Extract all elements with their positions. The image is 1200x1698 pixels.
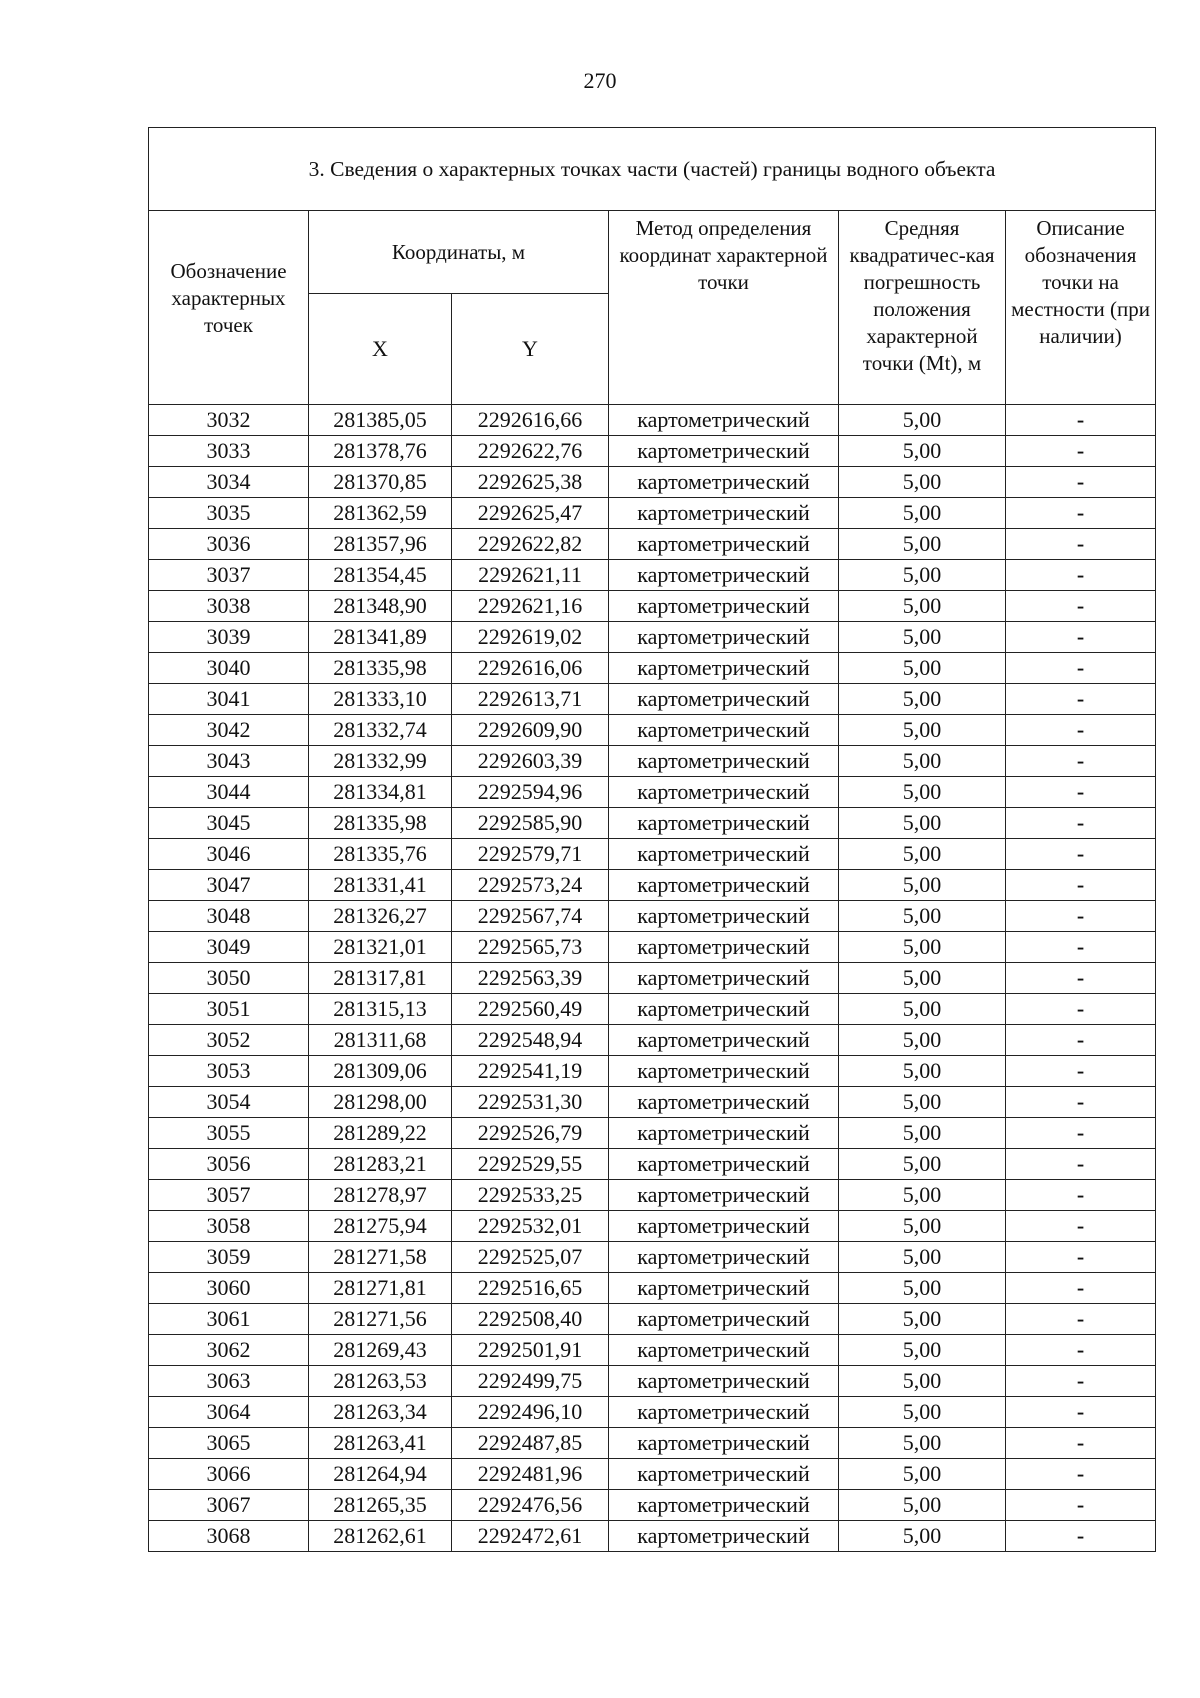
x-coordinate-cell: 281263,34 (309, 1397, 452, 1428)
x-coordinate-cell: 281271,81 (309, 1273, 452, 1304)
table-row (149, 1242, 1156, 1273)
error-value-cell: 5,00 (839, 1242, 1006, 1273)
error-value-cell: 5,00 (839, 870, 1006, 901)
error-value-cell: 5,00 (839, 591, 1006, 622)
error-value-cell: 5,00 (839, 1056, 1006, 1087)
method-cell: картометрический (609, 839, 839, 870)
x-coordinate-cell: 281317,81 (309, 963, 452, 994)
method-cell: картометрический (609, 436, 839, 467)
error-value-cell: 5,00 (839, 405, 1006, 436)
method-cell: картометрический (609, 467, 839, 498)
page-number: 270 (583, 68, 617, 93)
point-id-cell: 3061 (149, 1304, 309, 1335)
error-value-cell: 5,00 (839, 498, 1006, 529)
y-coordinate-cell: 2292481,96 (452, 1459, 609, 1490)
table-row (149, 436, 1156, 467)
table-row (149, 1118, 1156, 1149)
point-id-cell: 3055 (149, 1118, 309, 1149)
x-coordinate-cell: 281311,68 (309, 1025, 452, 1056)
y-coordinate-cell: 2292616,66 (452, 405, 609, 436)
x-coordinate-cell: 281264,94 (309, 1459, 452, 1490)
point-id-cell: 3039 (149, 622, 309, 653)
point-id-cell: 3062 (149, 1335, 309, 1366)
y-coordinate-cell: 2292508,40 (452, 1304, 609, 1335)
x-coordinate-cell: 281271,58 (309, 1242, 452, 1273)
table-row (149, 994, 1156, 1025)
method-cell: картометрический (609, 1242, 839, 1273)
point-id-cell: 3063 (149, 1366, 309, 1397)
y-coordinate-cell: 2292476,56 (452, 1490, 609, 1521)
x-coordinate-cell: 281335,98 (309, 808, 452, 839)
point-id-cell: 3036 (149, 529, 309, 560)
table-row (149, 715, 1156, 746)
point-id-cell: 3051 (149, 994, 309, 1025)
error-value-cell: 5,00 (839, 901, 1006, 932)
error-value-cell: 5,00 (839, 1118, 1006, 1149)
point-id-cell: 3041 (149, 684, 309, 715)
error-value-cell: 5,00 (839, 1335, 1006, 1366)
method-cell: картометрический (609, 1056, 839, 1087)
description-cell: - (1006, 405, 1156, 436)
table-row (149, 963, 1156, 994)
table-row (149, 1025, 1156, 1056)
description-cell: - (1006, 1149, 1156, 1180)
y-coordinate-cell: 2292616,06 (452, 653, 609, 684)
y-coordinate-cell: 2292541,19 (452, 1056, 609, 1087)
x-coordinate-cell: 281335,76 (309, 839, 452, 870)
method-cell: картометрический (609, 1087, 839, 1118)
error-value-cell: 5,00 (839, 467, 1006, 498)
y-coordinate-cell: 2292613,71 (452, 684, 609, 715)
description-cell: - (1006, 963, 1156, 994)
x-coordinate-cell: 281262,61 (309, 1521, 452, 1552)
description-cell: - (1006, 1118, 1156, 1149)
error-value-cell: 5,00 (839, 932, 1006, 963)
method-cell: картометрический (609, 1490, 839, 1521)
y-coordinate-cell: 2292625,38 (452, 467, 609, 498)
method-cell: картометрический (609, 901, 839, 932)
method-cell: картометрический (609, 932, 839, 963)
header-coordinates: Координаты, м (309, 211, 609, 294)
y-coordinate-cell: 2292579,71 (452, 839, 609, 870)
y-coordinate-cell: 2292525,07 (452, 1242, 609, 1273)
error-value-cell: 5,00 (839, 963, 1006, 994)
error-value-cell: 5,00 (839, 1459, 1006, 1490)
description-cell: - (1006, 1335, 1156, 1366)
error-value-cell: 5,00 (839, 1087, 1006, 1118)
y-coordinate-cell: 2292625,47 (452, 498, 609, 529)
point-id-cell: 3068 (149, 1521, 309, 1552)
description-cell: - (1006, 1025, 1156, 1056)
y-coordinate-cell: 2292487,85 (452, 1428, 609, 1459)
method-cell: картометрический (609, 1335, 839, 1366)
y-coordinate-cell: 2292563,39 (452, 963, 609, 994)
table-row (149, 1521, 1156, 1552)
y-coordinate-cell: 2292499,75 (452, 1366, 609, 1397)
table-row (149, 467, 1156, 498)
table-row (149, 1056, 1156, 1087)
table-row (149, 901, 1156, 932)
table-row (149, 1490, 1156, 1521)
error-value-cell: 5,00 (839, 1366, 1006, 1397)
description-cell: - (1006, 1428, 1156, 1459)
method-cell: картометрический (609, 1366, 839, 1397)
y-coordinate-cell: 2292585,90 (452, 808, 609, 839)
point-id-cell: 3032 (149, 405, 309, 436)
table-row (149, 1087, 1156, 1118)
x-coordinate-cell: 281263,53 (309, 1366, 452, 1397)
error-value-cell: 5,00 (839, 715, 1006, 746)
x-coordinate-cell: 281321,01 (309, 932, 452, 963)
x-coordinate-cell: 281370,85 (309, 467, 452, 498)
description-cell: - (1006, 1211, 1156, 1242)
description-cell: - (1006, 1087, 1156, 1118)
x-coordinate-cell: 281278,97 (309, 1180, 452, 1211)
point-id-cell: 3053 (149, 1056, 309, 1087)
error-value-cell: 5,00 (839, 808, 1006, 839)
point-id-cell: 3045 (149, 808, 309, 839)
x-coordinate-cell: 281315,13 (309, 994, 452, 1025)
method-cell: картометрический (609, 498, 839, 529)
point-id-cell: 3047 (149, 870, 309, 901)
y-coordinate-cell: 2292573,24 (452, 870, 609, 901)
point-id-cell: 3049 (149, 932, 309, 963)
point-id-cell: 3065 (149, 1428, 309, 1459)
x-coordinate-cell: 281332,74 (309, 715, 452, 746)
header-x: X (309, 294, 452, 405)
error-value-cell: 5,00 (839, 994, 1006, 1025)
description-cell: - (1006, 901, 1156, 932)
method-cell: картометрический (609, 1397, 839, 1428)
y-coordinate-cell: 2292609,90 (452, 715, 609, 746)
table-row (149, 498, 1156, 529)
y-coordinate-cell: 2292529,55 (452, 1149, 609, 1180)
x-coordinate-cell: 281265,35 (309, 1490, 452, 1521)
point-id-cell: 3038 (149, 591, 309, 622)
table-row (149, 1335, 1156, 1366)
error-value-cell: 5,00 (839, 1273, 1006, 1304)
error-value-cell: 5,00 (839, 1397, 1006, 1428)
y-coordinate-cell: 2292603,39 (452, 746, 609, 777)
description-cell: - (1006, 1490, 1156, 1521)
method-cell: картометрический (609, 1025, 839, 1056)
error-value-cell: 5,00 (839, 1149, 1006, 1180)
error-value-cell: 5,00 (839, 436, 1006, 467)
error-value-cell: 5,00 (839, 529, 1006, 560)
method-cell: картометрический (609, 405, 839, 436)
description-cell: - (1006, 1397, 1156, 1428)
x-coordinate-cell: 281271,56 (309, 1304, 452, 1335)
description-cell: - (1006, 684, 1156, 715)
error-value-cell: 5,00 (839, 560, 1006, 591)
table-row (149, 684, 1156, 715)
description-cell: - (1006, 1273, 1156, 1304)
table-row (149, 1211, 1156, 1242)
error-value-cell: 5,00 (839, 684, 1006, 715)
error-value-cell: 5,00 (839, 1025, 1006, 1056)
point-id-cell: 3056 (149, 1149, 309, 1180)
table-title: 3. Сведения о характерных точках части (частей) границы водного объекта (149, 128, 1156, 211)
method-cell: картометрический (609, 870, 839, 901)
point-id-cell: 3059 (149, 1242, 309, 1273)
description-cell: - (1006, 746, 1156, 777)
point-id-cell: 3046 (149, 839, 309, 870)
x-coordinate-cell: 281354,45 (309, 560, 452, 591)
point-id-cell: 3042 (149, 715, 309, 746)
point-id-cell: 3037 (149, 560, 309, 591)
table-row (149, 808, 1156, 839)
table-row (149, 653, 1156, 684)
x-coordinate-cell: 281289,22 (309, 1118, 452, 1149)
description-cell: - (1006, 715, 1156, 746)
x-coordinate-cell: 281269,43 (309, 1335, 452, 1366)
method-cell: картометрический (609, 1118, 839, 1149)
error-value-cell: 5,00 (839, 1180, 1006, 1211)
table-body (149, 405, 1156, 1552)
header-description: Описание обозначения точки на местности (при наличии) (1006, 211, 1156, 405)
x-coordinate-cell: 281335,98 (309, 653, 452, 684)
method-cell: картометрический (609, 591, 839, 622)
method-cell: картометрический (609, 560, 839, 591)
method-cell: картометрический (609, 808, 839, 839)
description-cell: - (1006, 436, 1156, 467)
x-coordinate-cell: 281378,76 (309, 436, 452, 467)
point-id-cell: 3064 (149, 1397, 309, 1428)
method-cell: картометрический (609, 1211, 839, 1242)
point-id-cell: 3052 (149, 1025, 309, 1056)
x-coordinate-cell: 281331,41 (309, 870, 452, 901)
error-value-cell: 5,00 (839, 839, 1006, 870)
description-cell: - (1006, 1242, 1156, 1273)
description-cell: - (1006, 529, 1156, 560)
x-coordinate-cell: 281357,96 (309, 529, 452, 560)
y-coordinate-cell: 2292531,30 (452, 1087, 609, 1118)
description-cell: - (1006, 1521, 1156, 1552)
x-coordinate-cell: 281334,81 (309, 777, 452, 808)
y-coordinate-cell: 2292594,96 (452, 777, 609, 808)
y-coordinate-cell: 2292532,01 (452, 1211, 609, 1242)
method-cell: картометрический (609, 963, 839, 994)
method-cell: картометрический (609, 653, 839, 684)
header-error: Средняя квадратичес-кая погрешность положения характерной точки (Mt), м (839, 211, 1006, 405)
description-cell: - (1006, 777, 1156, 808)
x-coordinate-cell: 281385,05 (309, 405, 452, 436)
method-cell: картометрический (609, 1459, 839, 1490)
x-coordinate-cell: 281326,27 (309, 901, 452, 932)
x-coordinate-cell: 281298,00 (309, 1087, 452, 1118)
error-value-cell: 5,00 (839, 1211, 1006, 1242)
x-coordinate-cell: 281309,06 (309, 1056, 452, 1087)
point-id-cell: 3067 (149, 1490, 309, 1521)
method-cell: картометрический (609, 777, 839, 808)
table-row (149, 560, 1156, 591)
table-row (149, 932, 1156, 963)
x-coordinate-cell: 281348,90 (309, 591, 452, 622)
y-coordinate-cell: 2292548,94 (452, 1025, 609, 1056)
y-coordinate-cell: 2292533,25 (452, 1180, 609, 1211)
description-cell: - (1006, 1304, 1156, 1335)
y-coordinate-cell: 2292621,11 (452, 560, 609, 591)
point-id-cell: 3058 (149, 1211, 309, 1242)
point-id-cell: 3066 (149, 1459, 309, 1490)
error-value-cell: 5,00 (839, 1428, 1006, 1459)
y-coordinate-cell: 2292516,65 (452, 1273, 609, 1304)
method-cell: картометрический (609, 622, 839, 653)
y-coordinate-cell: 2292501,91 (452, 1335, 609, 1366)
table-row (149, 746, 1156, 777)
error-value-cell: 5,00 (839, 653, 1006, 684)
description-cell: - (1006, 591, 1156, 622)
error-value-cell: 5,00 (839, 1304, 1006, 1335)
point-id-cell: 3035 (149, 498, 309, 529)
description-cell: - (1006, 653, 1156, 684)
table-row (149, 839, 1156, 870)
method-cell: картометрический (609, 1149, 839, 1180)
method-cell: картометрический (609, 1428, 839, 1459)
y-coordinate-cell: 2292621,16 (452, 591, 609, 622)
description-cell: - (1006, 1366, 1156, 1397)
method-cell: картометрический (609, 994, 839, 1025)
point-id-cell: 3057 (149, 1180, 309, 1211)
characteristic-points-table (148, 127, 1156, 1552)
x-coordinate-cell: 281283,21 (309, 1149, 452, 1180)
table-row (149, 1459, 1156, 1490)
table-row (149, 591, 1156, 622)
description-cell: - (1006, 1056, 1156, 1087)
y-coordinate-cell: 2292619,02 (452, 622, 609, 653)
point-id-cell: 3060 (149, 1273, 309, 1304)
description-cell: - (1006, 932, 1156, 963)
x-coordinate-cell: 281263,41 (309, 1428, 452, 1459)
header-designation: Обозначение характерных точек (149, 211, 309, 405)
error-value-cell: 5,00 (839, 622, 1006, 653)
table-row (149, 777, 1156, 808)
error-value-cell: 5,00 (839, 746, 1006, 777)
x-coordinate-cell: 281362,59 (309, 498, 452, 529)
method-cell: картометрический (609, 715, 839, 746)
point-id-cell: 3050 (149, 963, 309, 994)
table-row (149, 405, 1156, 436)
x-coordinate-cell: 281275,94 (309, 1211, 452, 1242)
point-id-cell: 3043 (149, 746, 309, 777)
table-row (149, 870, 1156, 901)
error-value-cell: 5,00 (839, 1521, 1006, 1552)
description-cell: - (1006, 808, 1156, 839)
error-value-cell: 5,00 (839, 1490, 1006, 1521)
description-cell: - (1006, 1459, 1156, 1490)
method-cell: картометрический (609, 1273, 839, 1304)
y-coordinate-cell: 2292526,79 (452, 1118, 609, 1149)
table-row (149, 1366, 1156, 1397)
y-coordinate-cell: 2292567,74 (452, 901, 609, 932)
error-value-cell: 5,00 (839, 777, 1006, 808)
table-row (149, 1304, 1156, 1335)
description-cell: - (1006, 839, 1156, 870)
x-coordinate-cell: 281341,89 (309, 622, 452, 653)
table-row (149, 1397, 1156, 1428)
method-cell: картометрический (609, 1180, 839, 1211)
point-id-cell: 3034 (149, 467, 309, 498)
y-coordinate-cell: 2292472,61 (452, 1521, 609, 1552)
description-cell: - (1006, 467, 1156, 498)
method-cell: картометрический (609, 529, 839, 560)
description-cell: - (1006, 870, 1156, 901)
point-id-cell: 3048 (149, 901, 309, 932)
table-row (149, 622, 1156, 653)
point-id-cell: 3044 (149, 777, 309, 808)
method-cell: картометрический (609, 1304, 839, 1335)
point-id-cell: 3033 (149, 436, 309, 467)
description-cell: - (1006, 498, 1156, 529)
table-row (149, 1428, 1156, 1459)
method-cell: картометрический (609, 684, 839, 715)
y-coordinate-cell: 2292565,73 (452, 932, 609, 963)
y-coordinate-cell: 2292560,49 (452, 994, 609, 1025)
table-row (149, 1149, 1156, 1180)
header-y: Y (452, 294, 609, 405)
method-cell: картометрический (609, 746, 839, 777)
x-coordinate-cell: 281333,10 (309, 684, 452, 715)
description-cell: - (1006, 1180, 1156, 1211)
header-method: Метод определения координат характерной точки (609, 211, 839, 405)
table-row (149, 1180, 1156, 1211)
description-cell: - (1006, 994, 1156, 1025)
table-row (149, 1273, 1156, 1304)
y-coordinate-cell: 2292496,10 (452, 1397, 609, 1428)
point-id-cell: 3040 (149, 653, 309, 684)
description-cell: - (1006, 560, 1156, 591)
y-coordinate-cell: 2292622,82 (452, 529, 609, 560)
table-row (149, 529, 1156, 560)
method-cell: картометрический (609, 1521, 839, 1552)
y-coordinate-cell: 2292622,76 (452, 436, 609, 467)
description-cell: - (1006, 622, 1156, 653)
x-coordinate-cell: 281332,99 (309, 746, 452, 777)
point-id-cell: 3054 (149, 1087, 309, 1118)
